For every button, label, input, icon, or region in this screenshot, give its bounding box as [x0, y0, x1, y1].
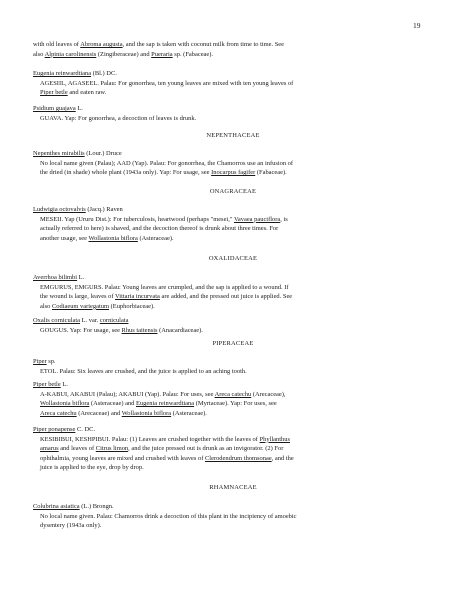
entry-oxalis-corniculata: Oxalis corniculata L. var. corniculata GOUGUS. Yap: For usage, see Rhus taitensis (Anacardiaceae).: [33, 317, 203, 334]
entry-nepenthes-mirabilis: Nepenthes mirabilis (Lour.) Druce No local name given (Palau); AAD (Yap). Palau: For gonorrhea, the Chamorros use an infusion of the dried (in shade) whole plant (1943a only). Yap: For usage, see Inocarpus fagifer (Fabaceae).: [33, 150, 294, 177]
family-heading-onagraceae: ONAGRACEAE: [209, 188, 257, 195]
entry-averrhoa-bilimbi: Averrhoa bilimbi L. EMGURUS, EMGURS. Palau: Young leaves are crumpled, and the sap is applied to a wound. If the wound is large, leaves of Vittaria incurvata are added, and the pressed out juice is applied. See also Codiaeum variegatum (Euphorbiaceae).: [33, 274, 293, 310]
entry-eugenia-reinwardtiana: Eugenia reinwardtiana (Bl.) DC. AGESIIL, AGASEEL. Palau: For gonorrhea, ten young leaves are mixed with ten young leaves of Piper betle and eaten raw.: [33, 70, 294, 97]
family-heading-oxalidaceae: OXALIDACEAE: [208, 255, 258, 262]
family-heading-rhamnaceae: RHAMNACEAE: [209, 484, 257, 491]
family-heading-nepenthaceae: NEPENTHACEAE: [206, 132, 260, 139]
entry-continuation: with old leaves of Abroma augusta, and the sap is taken with coconut milk from time to time. See also Alpinia carolinensis (Zingiberaceae) and Pueraria sp. (Fabaceae).: [33, 41, 285, 58]
entry-piper-betle: Piper betle L. A-KABUI, AKABUI (Palau); AKABUI (Yap). Palau: For uses, see Areca catechu (Arecaceae), Wollastonia biflora (Asteraceae) and Eugenia reinwardtiana (Myrtaceae). Yap: For uses, see Areca catechu (Arecaceae) and Wollastonia biflora (Asteraceae).: [33, 381, 286, 417]
entry-psidium-guajava: Psidium guajava L. GUAVA. Yap: For gonorrhea, a decoction of leaves is drunk.: [33, 105, 197, 122]
entry-piper-sp: Piper sp. ETOL. Palau: Six leaves are crushed, and the juice is applied to an aching tooth.: [33, 358, 247, 375]
family-heading-piperaceae: PIPERACEAE: [212, 340, 254, 347]
entry-piper-ponapense: Piper ponapense C. DC. KESIBIBUI, KESHPIBUI. Palau: (1) Leaves are crushed together with the leaves of Phyllanthus amarus and leaves of Citrus limon, and the juice pressed out is drunk as an invigorator. (2) For ophthalmia, young leaves are mixed and crushed with leaves of Clerodendrum thomsonae, and the juice is applied to the eye, drop by drop.: [33, 426, 294, 472]
page-number: 19: [413, 21, 421, 30]
entry-colubrina-asiatica: Colubrina asiatica (L.) Brongn. No local name given. Palau: Chamorros drink a decoction of this plant in the incipiency of amoebic dysentery (1943a only).: [33, 503, 297, 530]
entry-ludwigia-octovalvis: Ludwigia octovalvis (Jacq.) Raven MESEII. Yap (Ururu Dist.): For tuberculosis, heartwood (perhaps "mesei," Vavaea pauciflora, is actually referred to here) is shaved, and the decoction thereof is drunk about three times. For another usage, see Wollastonia biflora (Asteraceae).: [33, 206, 288, 242]
